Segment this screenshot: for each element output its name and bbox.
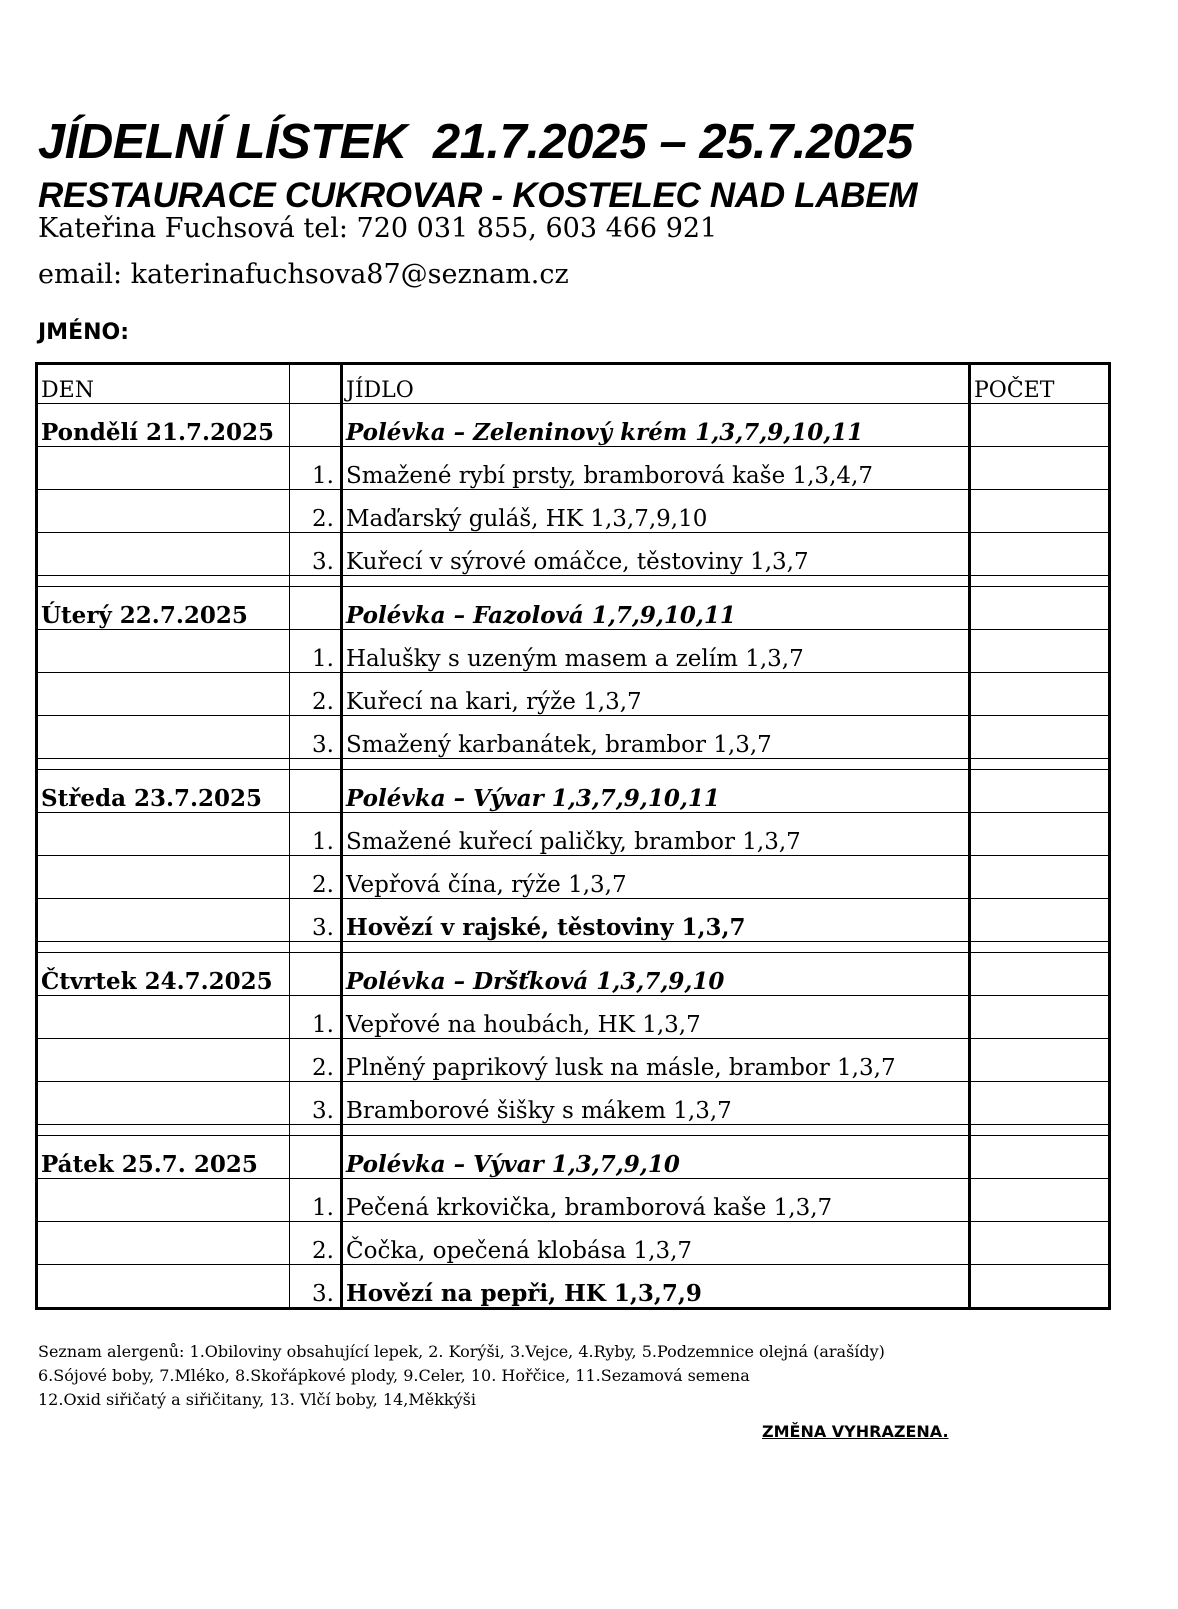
count-cell[interactable] — [970, 953, 1110, 996]
soup-cell: Polévka – Fazolová 1,7,9,10,11 — [342, 587, 970, 630]
dish-name: Hovězí v rajské, těstoviny 1,3,7 — [342, 899, 970, 942]
dish-name: Smažený karbanátek, brambor 1,3,7 — [342, 716, 970, 759]
day-empty-cell — [37, 716, 290, 759]
count-cell[interactable] — [970, 1082, 1110, 1125]
dish-number: 1. — [290, 447, 342, 490]
dish-row — [37, 533, 1110, 576]
day-row — [37, 953, 1110, 996]
day-label: Úterý 22.7.2025 — [37, 587, 290, 630]
soup-cell: Polévka – Zeleninový krém 1,3,7,9,10,11 — [342, 404, 970, 447]
dish-name: Maďarský guláš, HK 1,3,7,9,10 — [342, 490, 970, 533]
day-row — [37, 587, 1110, 630]
count-cell[interactable] — [970, 447, 1110, 490]
dish-number: 3. — [290, 533, 342, 576]
soup-cell: Polévka – Dršťková 1,3,7,9,10 — [342, 953, 970, 996]
dish-number: 2. — [290, 490, 342, 533]
count-cell[interactable] — [970, 996, 1110, 1039]
count-cell[interactable] — [970, 716, 1110, 759]
table-header-row — [37, 364, 1110, 404]
day-empty-cell — [37, 1222, 290, 1265]
dish-name: Halušky s uzeným masem a zelím 1,3,7 — [342, 630, 970, 673]
count-cell[interactable] — [970, 1179, 1110, 1222]
dish-number: 3. — [290, 1082, 342, 1125]
day-empty-cell — [37, 533, 290, 576]
name-label: JMÉNO: — [38, 320, 130, 345]
dish-number: 2. — [290, 673, 342, 716]
allergen-line: 12.Oxid siřičatý a siřičitany, 13. Vlčí boby, 14,Měkkýši — [38, 1390, 476, 1409]
day-empty-cell — [37, 1265, 290, 1309]
dish-row — [37, 1179, 1110, 1222]
day-row — [37, 404, 1110, 447]
day-empty-cell — [37, 673, 290, 716]
day-empty-cell — [37, 856, 290, 899]
day-separator — [37, 1125, 1110, 1136]
allergen-line: Seznam alergenů: 1.Obiloviny obsahující lepek, 2. Korýši, 3.Vejce, 4.Ryby, 5.Podzemnice olejná (arašídy) — [38, 1342, 885, 1361]
number-cell — [290, 770, 342, 813]
count-cell[interactable] — [970, 1039, 1110, 1082]
dish-number: 1. — [290, 630, 342, 673]
column-header-dish: JÍDLO — [342, 364, 970, 404]
dish-row — [37, 1222, 1110, 1265]
count-cell[interactable] — [970, 770, 1110, 813]
column-header-day: DEN — [37, 364, 290, 404]
number-cell — [290, 404, 342, 447]
dish-name: Kuřecí na kari, rýže 1,3,7 — [342, 673, 970, 716]
soup-cell: Polévka – Vývar 1,3,7,9,10,11 — [342, 770, 970, 813]
allergen-list — [38, 1340, 885, 1412]
day-row — [37, 1136, 1110, 1179]
dish-number: 2. — [290, 1039, 342, 1082]
dish-number: 3. — [290, 899, 342, 942]
count-cell[interactable] — [970, 1265, 1110, 1309]
dish-name: Plněný paprikový lusk na másle, brambor 1,3,7 — [342, 1039, 970, 1082]
day-label: Středa 23.7.2025 — [37, 770, 290, 813]
dish-number: 1. — [290, 996, 342, 1039]
day-separator — [37, 576, 1110, 587]
restaurant-name: RESTAURACE CUKROVAR - KOSTELEC NAD LABEM — [38, 176, 918, 215]
dish-number: 3. — [290, 1265, 342, 1309]
dish-number: 2. — [290, 1222, 342, 1265]
menu-title: JÍDELNÍ LÍSTEK 21.7.2025 – 25.7.2025 — [38, 115, 913, 169]
day-label: Pátek 25.7. 2025 — [37, 1136, 290, 1179]
day-empty-cell — [37, 1179, 290, 1222]
dish-row — [37, 1265, 1110, 1309]
day-separator — [37, 759, 1110, 770]
day-row — [37, 770, 1110, 813]
day-empty-cell — [37, 490, 290, 533]
day-empty-cell — [37, 996, 290, 1039]
dish-row — [37, 490, 1110, 533]
dish-number: 2. — [290, 856, 342, 899]
number-cell — [290, 1136, 342, 1179]
dish-name: Kuřecí v sýrové omáčce, těstoviny 1,3,7 — [342, 533, 970, 576]
dish-row — [37, 1039, 1110, 1082]
count-cell[interactable] — [970, 673, 1110, 716]
dish-name: Pečená krkovička, bramborová kaše 1,3,7 — [342, 1179, 970, 1222]
column-header-num — [290, 364, 342, 404]
contact-phone: Kateřina Fuchsová tel: 720 031 855, 603 466 921 — [38, 213, 718, 244]
day-label: Pondělí 21.7.2025 — [37, 404, 290, 447]
count-cell[interactable] — [970, 533, 1110, 576]
count-cell[interactable] — [970, 1222, 1110, 1265]
allergen-line: 6.Sójové boby, 7.Mléko, 8.Skořápkové plody, 9.Celer, 10. Hořčice, 11.Sezamová semena — [38, 1366, 750, 1385]
dish-row — [37, 716, 1110, 759]
menu-table — [35, 362, 1111, 1310]
number-cell — [290, 587, 342, 630]
dish-row — [37, 447, 1110, 490]
count-cell[interactable] — [970, 587, 1110, 630]
day-empty-cell — [37, 899, 290, 942]
dish-name: Smažené kuřecí paličky, brambor 1,3,7 — [342, 813, 970, 856]
dish-name: Hovězí na pepři, HK 1,3,7,9 — [342, 1265, 970, 1309]
dish-row — [37, 856, 1110, 899]
soup-cell: Polévka – Vývar 1,3,7,9,10 — [342, 1136, 970, 1179]
count-cell[interactable] — [970, 899, 1110, 942]
dish-row — [37, 813, 1110, 856]
day-separator — [37, 942, 1110, 953]
day-empty-cell — [37, 813, 290, 856]
count-cell[interactable] — [970, 630, 1110, 673]
count-cell[interactable] — [970, 813, 1110, 856]
count-cell[interactable] — [970, 490, 1110, 533]
dish-row — [37, 996, 1110, 1039]
dish-row — [37, 899, 1110, 942]
dish-row — [37, 630, 1110, 673]
day-empty-cell — [37, 1082, 290, 1125]
dish-number: 1. — [290, 1179, 342, 1222]
count-cell[interactable] — [970, 1136, 1110, 1179]
day-empty-cell — [37, 630, 290, 673]
dish-row — [37, 1082, 1110, 1125]
count-cell[interactable] — [970, 404, 1110, 447]
number-cell — [290, 953, 342, 996]
change-reserved-note: ZMĚNA VYHRAZENA. — [762, 1422, 949, 1441]
dish-name: Bramborové šišky s mákem 1,3,7 — [342, 1082, 970, 1125]
dish-number: 1. — [290, 813, 342, 856]
day-empty-cell — [37, 447, 290, 490]
dish-row — [37, 673, 1110, 716]
day-label: Čtvrtek 24.7.2025 — [37, 953, 290, 996]
column-header-count: POČET — [970, 364, 1110, 404]
contact-email: email: katerinafuchsova87@seznam.cz — [38, 259, 569, 290]
count-cell[interactable] — [970, 856, 1110, 899]
dish-number: 3. — [290, 716, 342, 759]
dish-name: Čočka, opečená klobása 1,3,7 — [342, 1222, 970, 1265]
dish-name: Smažené rybí prsty, bramborová kaše 1,3,4,7 — [342, 447, 970, 490]
day-empty-cell — [37, 1039, 290, 1082]
dish-name: Vepřová čína, rýže 1,3,7 — [342, 856, 970, 899]
dish-name: Vepřové na houbách, HK 1,3,7 — [342, 996, 970, 1039]
